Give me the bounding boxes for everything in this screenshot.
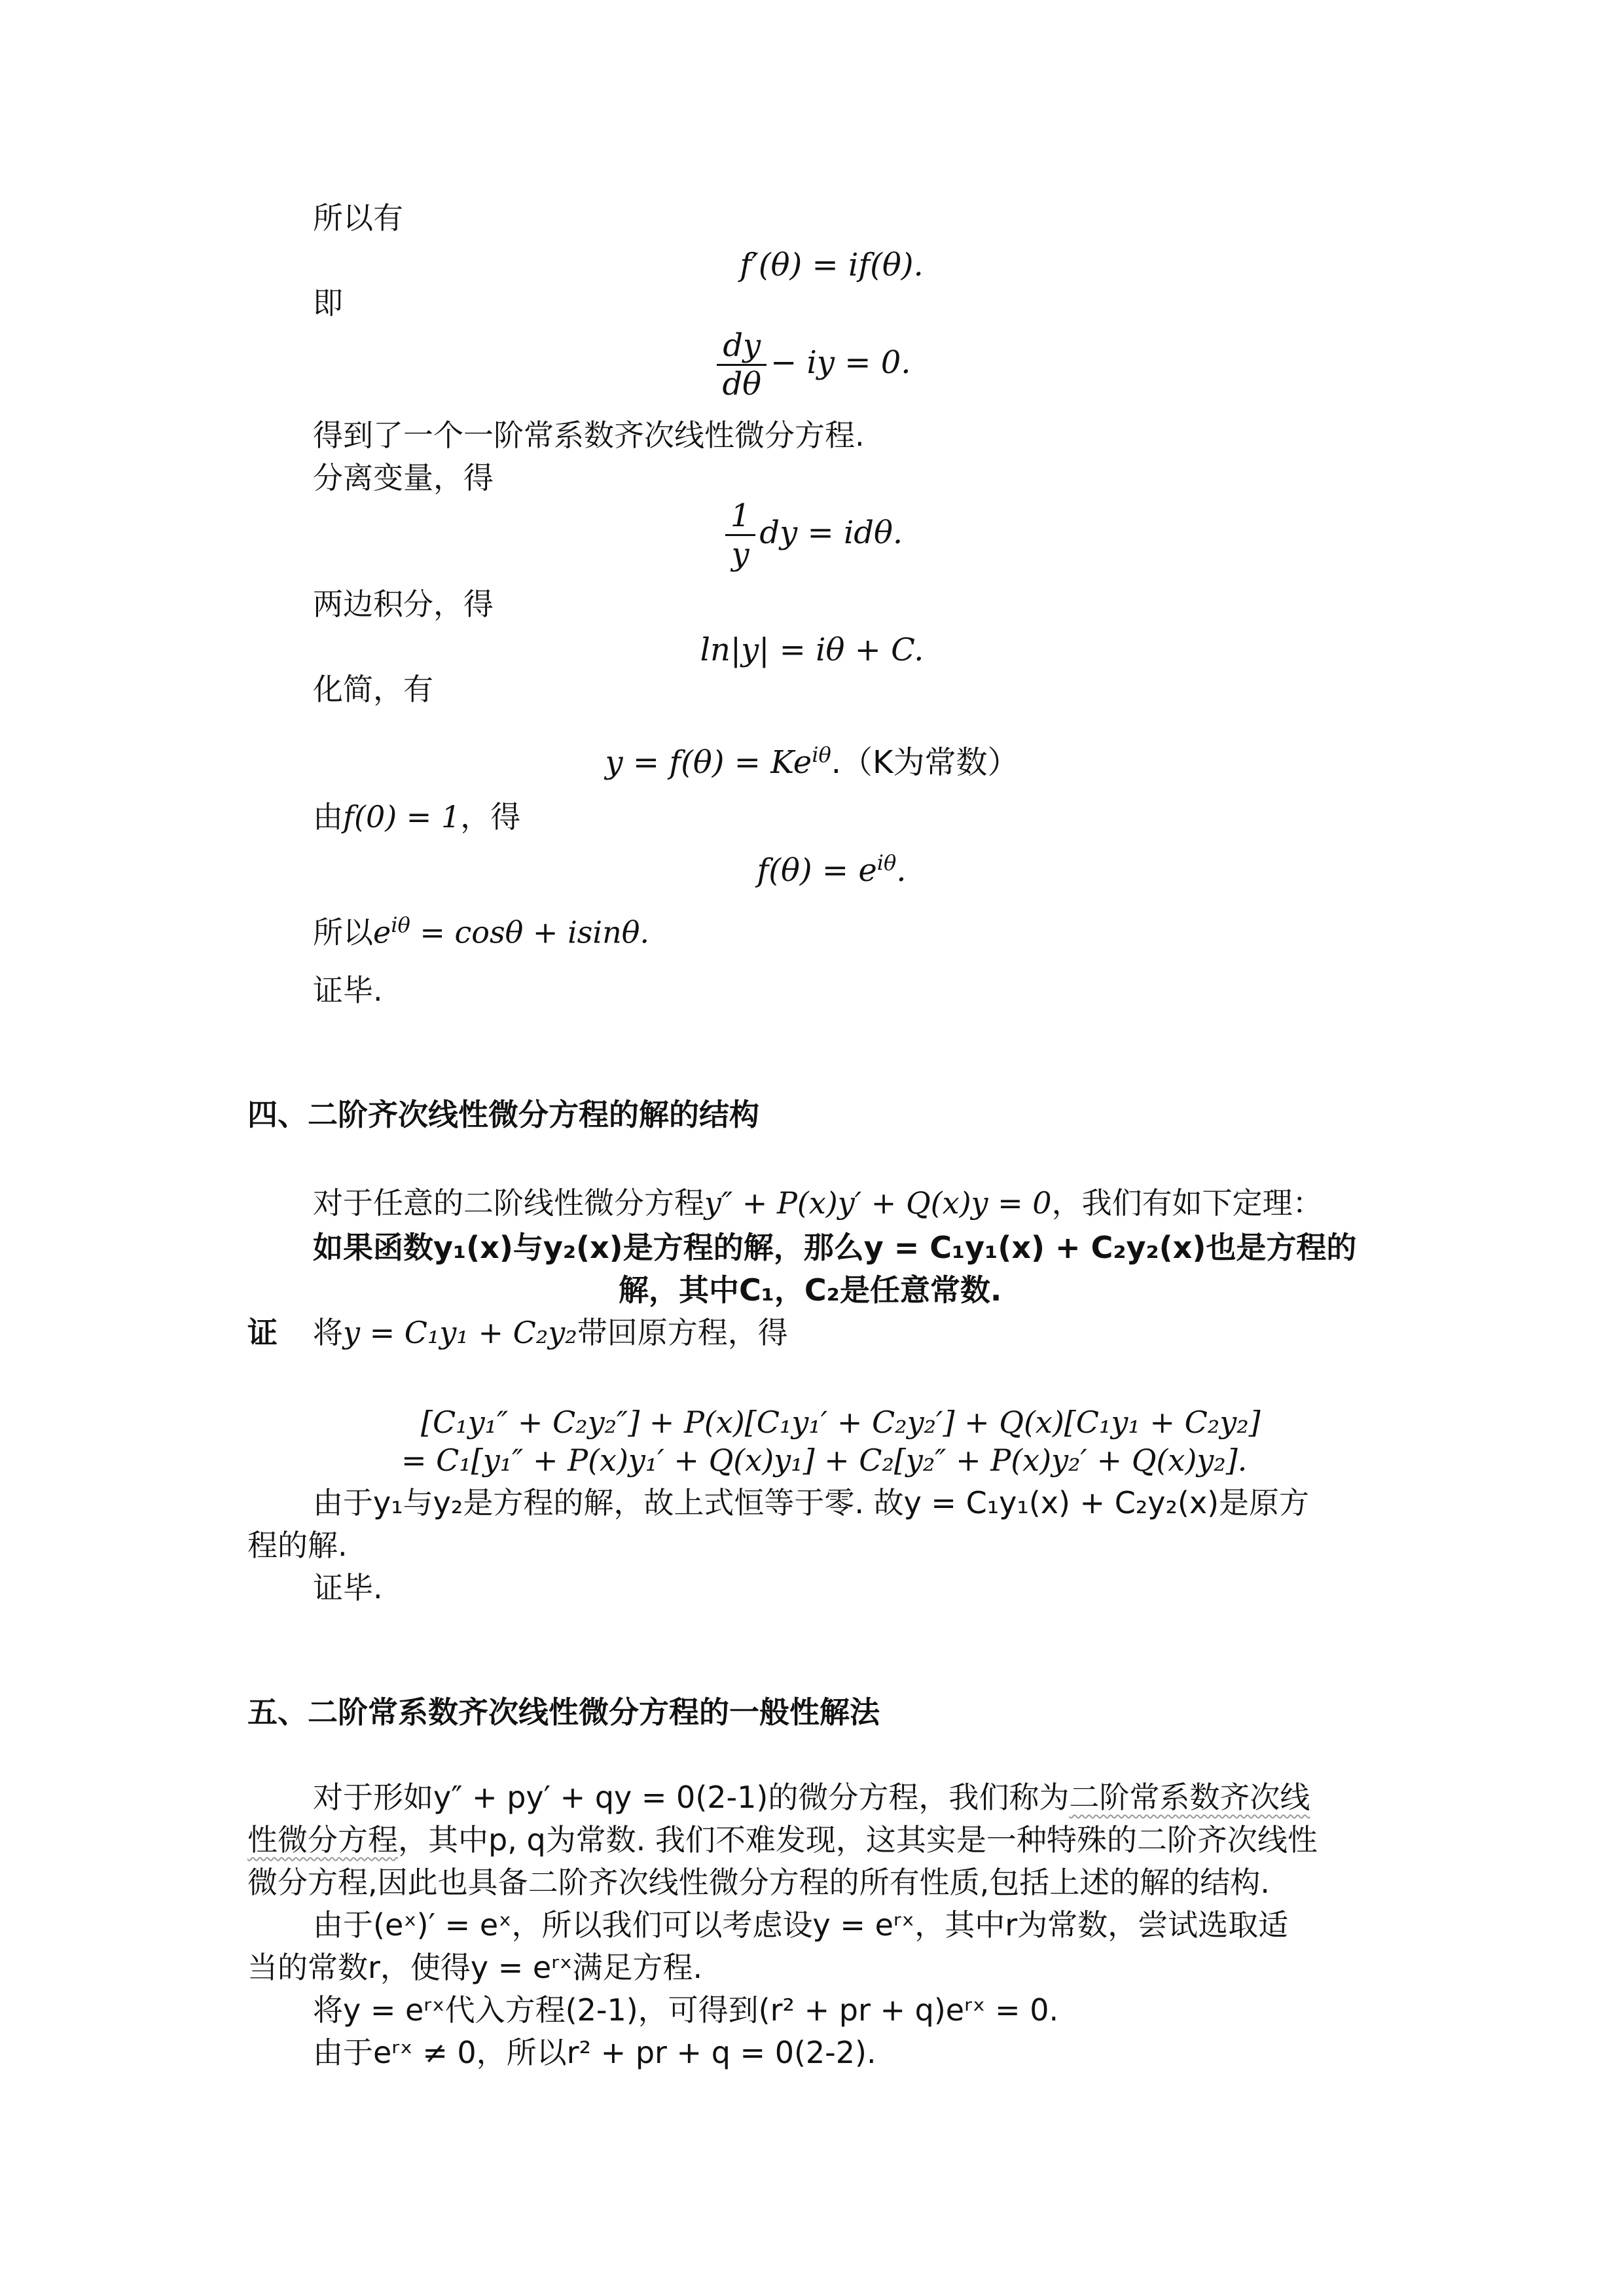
text-line: 由于(eˣ)′ = eˣ，所以我们可以考虑设y = eʳˣ，其中r为常数，尝试选取适 [313, 1907, 1289, 1943]
text-line: 将y = eʳˣ代入方程(2-1)，可得到(r² + pr + q)eʳˣ = 0. [313, 1992, 1059, 2028]
text-line: 由f(0) = 1，得 [313, 799, 521, 834]
text-line: 对于形如y″ + py′ + qy = 0(2-1)的微分方程，我们称为二阶常系数齐次线 [313, 1780, 1310, 1815]
text-line: 证毕. [313, 973, 383, 1008]
equation: f′(θ) = if(θ). [740, 247, 924, 283]
text-line: 化简，有 [313, 672, 433, 707]
theorem-line: 解，其中C₁，C₂是任意常数. [619, 1272, 1002, 1308]
text-line: 分离变量，得 [313, 460, 494, 495]
equation: $y = f(\theta) = Ke^{i\theta}.(K$为常数） [605, 742, 1019, 781]
term-underline: 二阶常系数齐次线 [1069, 1780, 1310, 1815]
equation: [C₁y₁″ + C₂y₂″] + P(x)[C₁y₁′ + C₂y₂′] + Q(x)[C₁y₁ + C₂y₂] [421, 1405, 1261, 1440]
section-heading: 四、二阶齐次线性微分方程的解的结构 [247, 1097, 759, 1132]
text-line: 微分方程,因此也具备二阶齐次线性微分方程的所有性质,包括上述的解的结构. [247, 1865, 1270, 1900]
equation: = C₁[y₁″ + P(x)y₁′ + Q(x)y₁] + C₂[y₂″ + P(x)y₂′ + Q(x)y₂]. [401, 1443, 1248, 1478]
text-line: 所以有 [313, 200, 403, 236]
section-heading: 五、二阶常系数齐次线性微分方程的一般性解法 [247, 1695, 880, 1730]
text-line: 对于任意的二阶线性微分方程y″ + P(x)y′ + Q(x)y = 0，我们有如下定理： [313, 1185, 1323, 1221]
text-line: 所以$e^{i\theta} = \cos\theta + isin\theta$. [313, 912, 650, 950]
text-line: 由于y₁与y₂是方程的解，故上式恒等于零. 故y = C₁y₁(x) + C₂y₂(x)是原方 [313, 1485, 1310, 1520]
equation: ln|y| = iθ + C. [700, 632, 924, 668]
text-line: 证 将y = C₁y₁ + C₂y₂带回原方程，得 [247, 1315, 788, 1350]
fraction: $\frac{1}{y}$ [725, 497, 756, 573]
equation-fraction: $\frac{dy}{d\theta}$ − iy = 0. [0, 327, 1624, 419]
term-underline: 性微分方程 [247, 1822, 398, 1857]
text-line: 得到了一个一阶常系数齐次线性微分方程. [313, 418, 865, 453]
text-line: 由于eʳˣ ≠ 0，所以r² + pr + q = 0(2-2). [313, 2035, 876, 2070]
theorem-line: 如果函数y₁(x)与y₂(x)是方程的解，那么y = C₁y₁(x) + C₂y₂(x)也是方程的 [313, 1230, 1357, 1265]
fraction: $\frac{dy}{d\theta}$ [717, 327, 767, 403]
equation: $f(\theta) = e^{i\theta}$. [757, 850, 907, 889]
text-line: 性微分方程，其中p, q为常数. 我们不难发现，这其实是一种特殊的二阶齐次线性 [247, 1822, 1318, 1857]
equation-fraction: $\frac{1}{y}$ dy = idθ. [0, 497, 1624, 589]
text-line: 当的常数r，使得y = eʳˣ满足方程. [247, 1950, 703, 1985]
text-line: 证毕. [313, 1570, 383, 1605]
text-line: 两边积分，得 [313, 586, 494, 622]
text-line: 程的解. [247, 1528, 348, 1563]
text-line: 即 [313, 285, 343, 321]
